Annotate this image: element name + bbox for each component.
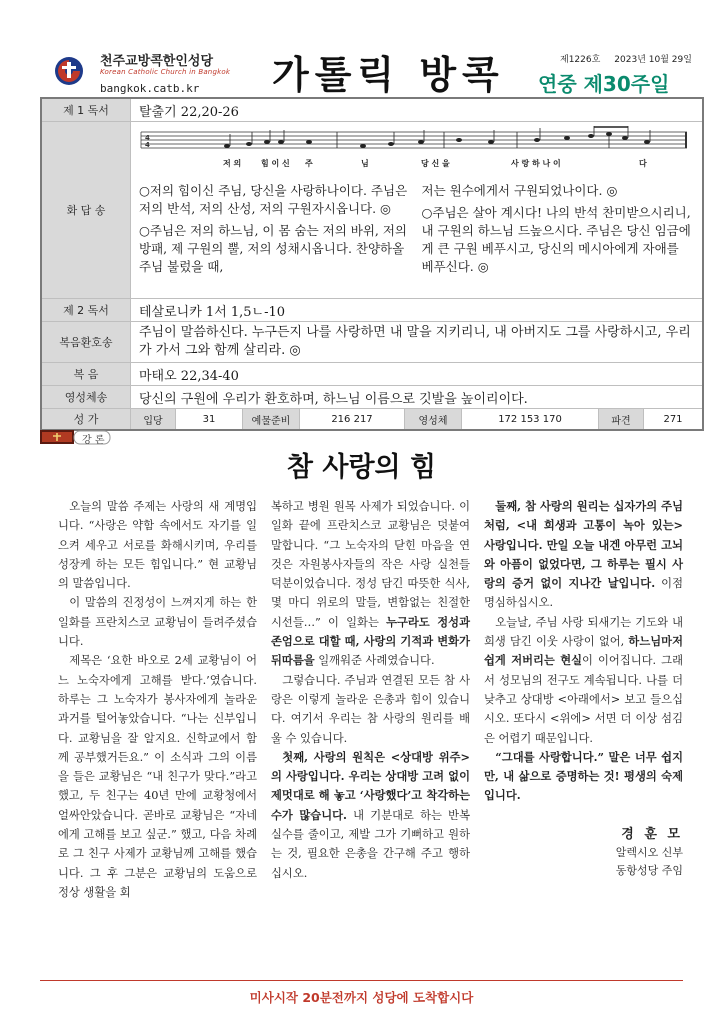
readings-table: [40, 97, 704, 431]
alleluia-label: 복음환호송: [42, 322, 131, 362]
hymn-key: 입당: [131, 409, 176, 429]
first-reading-label: 제 1 독서: [42, 99, 131, 121]
psalm-col-left: [139, 182, 412, 280]
sermon-title: 참 사랑의 힘: [286, 452, 437, 483]
liturgical-week: 연중 제30주일: [538, 72, 670, 96]
second-reading-label: 제 2 독서: [42, 299, 131, 321]
communion-row: [42, 386, 702, 409]
footer-divider: [40, 980, 683, 981]
second-reading-row: [42, 299, 702, 322]
hymn-key: 예물준비: [243, 409, 300, 429]
psalm-lyric: 사 랑 하 나 이: [511, 159, 561, 168]
sermon-badge-label: 강 론: [82, 435, 105, 446]
psalm-label: 화 답 송: [42, 122, 131, 298]
page-title: 가톨릭 방콕: [272, 52, 505, 97]
hymn-value: 31: [176, 409, 243, 429]
psalm-text: [139, 182, 694, 280]
psalm-lyric: 주: [305, 159, 313, 168]
sermon-column-2: 복하고 병원 원목 사제가 되었습니다. 이 일화 끝에 프란치스코 교황님은 덧붙여 말합니다. “그 노숙자의 닫힌 마음을 연 것은 자원봉사자들의 작은 사랑 실천들 덕분이었습니다. 정성 담긴 따뜻한 식사, 몇 마디 위로의 말들, 변함없는 친절한 시선들…” 이 일화는 누구라도 정성과 존엄으로 대할 때, 사랑의 기적과 변화가 뒤따름을 일깨워준 사례였습니다. 그렇습니다. 주님과 연결된 모든 참 사랑은 이렇게 놀라운 은총과 힘이 있습니다. 여기서 우리는 참 사랑의 원리를 배울 수 있습니다. 첫째, 사랑의 원칙은 <상대방 위주>의 사랑입니다. 우리는 상대방 고려 없이 제멋대로 해 놓고 ‘사랑했다’고 착각하는 수가 많습니다. 내 기분대로 하는 반복 실수를 줄이고, 제발 그가 기뻐하고 원하는 것, 필요한 은총을 간구해 주고 행하십시오.: [271, 500, 470, 880]
svg-text:4: 4: [145, 134, 150, 142]
church-name-en: Korean Catholic Church in Bangkok: [100, 68, 231, 76]
communion-label: 영성체송: [42, 386, 131, 408]
sermon-column-3: 둘째, 참 사랑의 원리는 십자가의 주님처럼, <내 희생과 고통이 녹아 있는> 사랑입니다. 만일 오늘 내겐 아무런 고뇌와 아픔이 없었다면, 그 하루는 필시 사랑의 증거 없이 지나간 날입니다. 이점 명심하십시오. 오늘날, 주님 사랑 되새기는 기도와 내 희생 담긴 이웃 사랑이 없어, 하느님마저 쉽게 저버리는 현실이 이어집니다. 그래서 성모님의 전구도 계속됩니다. 나를 더 낮추고 상대방 <아래에서> 보고 들으십시오. 또다시 <위에> 서면 더 이상 섬김은 어렵기 때문입니다. “그대를 사랑합니다.” 말은 너무 쉽지만, 내 삶으로 증명하는 것! 평생의 숙제입니다. 경 훈 모 알렉시오 신부 동항성당 주임: [484, 497, 683, 945]
psalm-lyric: 힘 이 신: [261, 159, 290, 168]
hymn-label: 성 가: [42, 409, 131, 429]
author-parish: 동항성당 주임: [615, 863, 683, 877]
hymn-key: 영성체: [405, 409, 462, 429]
first-reading-value: 탈출기 22,20-26: [139, 104, 239, 120]
psalm-verse: ○저의 힘이신 주님, 당신을 사랑하나이다. 주님은 저의 반석, 저의 산성, 저의 구원자시옵니다. ◎: [139, 183, 408, 216]
church-logo-icon: [54, 56, 84, 86]
psalm-lyric: 다: [639, 159, 647, 168]
issue-number: 제1226호: [560, 55, 601, 65]
psalm-col-right: [422, 182, 695, 280]
second-reading-value: 테살로니카 1서 1,5ㄴ-10: [139, 304, 286, 320]
psalm-verse: ○주님은 살아 계시다! 나의 반석 찬미받으시리니, 내 구원의 하느님 드높으시다. 주님은 당신 임금에게 큰 구원 베푸시고, 당신의 메시아에게 자애를 베푸신다. ◎: [421, 205, 691, 274]
gospel-label: 복 음: [42, 363, 131, 385]
psalm-verse: 저는 원수에게서 구원되었나이다. ◎: [421, 183, 618, 198]
alleluia-row: [42, 322, 702, 363]
psalm-score: [139, 126, 689, 174]
psalm-verse: ○주님은 저의 하느님, 이 몸 숨는 저의 바위, 저의 방패, 제 구원의 뿔, 저의 성채시옵니다. 찬양하올 주님 불렀을 때,: [139, 223, 407, 274]
hymn-value: 271: [663, 413, 683, 425]
first-reading-row: [42, 99, 702, 122]
church-name: 천주교방콕한인성당: [100, 54, 214, 69]
issue-date: 2023년 10월 29일: [614, 55, 692, 65]
svg-text:4: 4: [145, 141, 150, 149]
gospel-value: 마태오 22,34-40: [139, 368, 239, 384]
communion-value: 당신의 구원에 우리가 환호하며, 하느님 이름으로 깃발을 높이리이다.: [139, 391, 528, 407]
footer-notice: 미사시작 20분전까지 성당에 도착합시다: [249, 990, 474, 1005]
author-name: 경 훈 모: [621, 826, 683, 842]
hymn-key: 파견: [599, 409, 644, 429]
hymn-row: [42, 409, 702, 429]
sermon-signature: [484, 826, 683, 880]
alleluia-value: 주님이 말씀하신다. 누구든지 나를 사랑하면 내 말을 지키리니, 내 아버지도 그를 사랑하시고, 우리가 가서 그와 함께 살리라. ◎: [139, 325, 691, 358]
hymn-value: 172 153 170: [462, 409, 599, 429]
sermon-badge: [40, 428, 112, 446]
issue-info: [560, 52, 692, 65]
church-url[interactable]: bangkok.catb.kr: [100, 82, 200, 95]
psalm-row: [42, 122, 702, 299]
psalm-lyric: 님: [361, 159, 369, 168]
sermon-body: [58, 497, 684, 945]
gospel-row: [42, 363, 702, 386]
header: [40, 42, 700, 96]
sermon-column-1: 오늘의 말씀 주제는 사랑의 새 계명입니다. “사랑은 약함 속에서도 자기를 일으켜 세우고 서로를 화해시키며, 우리를 성장케 하는 모든 힘입니다.” 현 교황님의 말씀입니다. 이 말씀의 진정성이 느껴지게 하는 한 일화를 프란치스코 교황님이 들려주셨습니다. 제목은 ‘요한 바오로 2세 교황님이 어느 노숙자에게 고해를 받다.’였습니다. 하루는 그 노숙자가 봉사자에게 놀라운 과거를 털어놓았습니다. “나는 신부입니다. 교황님을 잘 알지요. 신학교에서 함께 공부했거든요.” 이 소식과 그의 이름을 들은 교황님은 “내 친구가 맞다.”라고 했고, 두 친구는 40년 만에 교황청에서 얼싸안았습니다. 곧바로 교황님은 “자네에게 고해를 보고 싶군.” 했고, 다음 차례로 그 친구 사제가 교황님께 고해를 했습니다. 그 후 그분은 교황님의 도움으로 정상 생활을 회: [58, 500, 257, 899]
psalm-lyric: 당 신 을: [421, 159, 450, 168]
hymn-list: [131, 409, 702, 429]
hymn-value: 216 217: [300, 409, 405, 429]
psalm-body: [131, 122, 702, 298]
psalm-lyric: 저 의: [223, 159, 242, 168]
author-title: 알렉시오 신부: [615, 845, 683, 859]
